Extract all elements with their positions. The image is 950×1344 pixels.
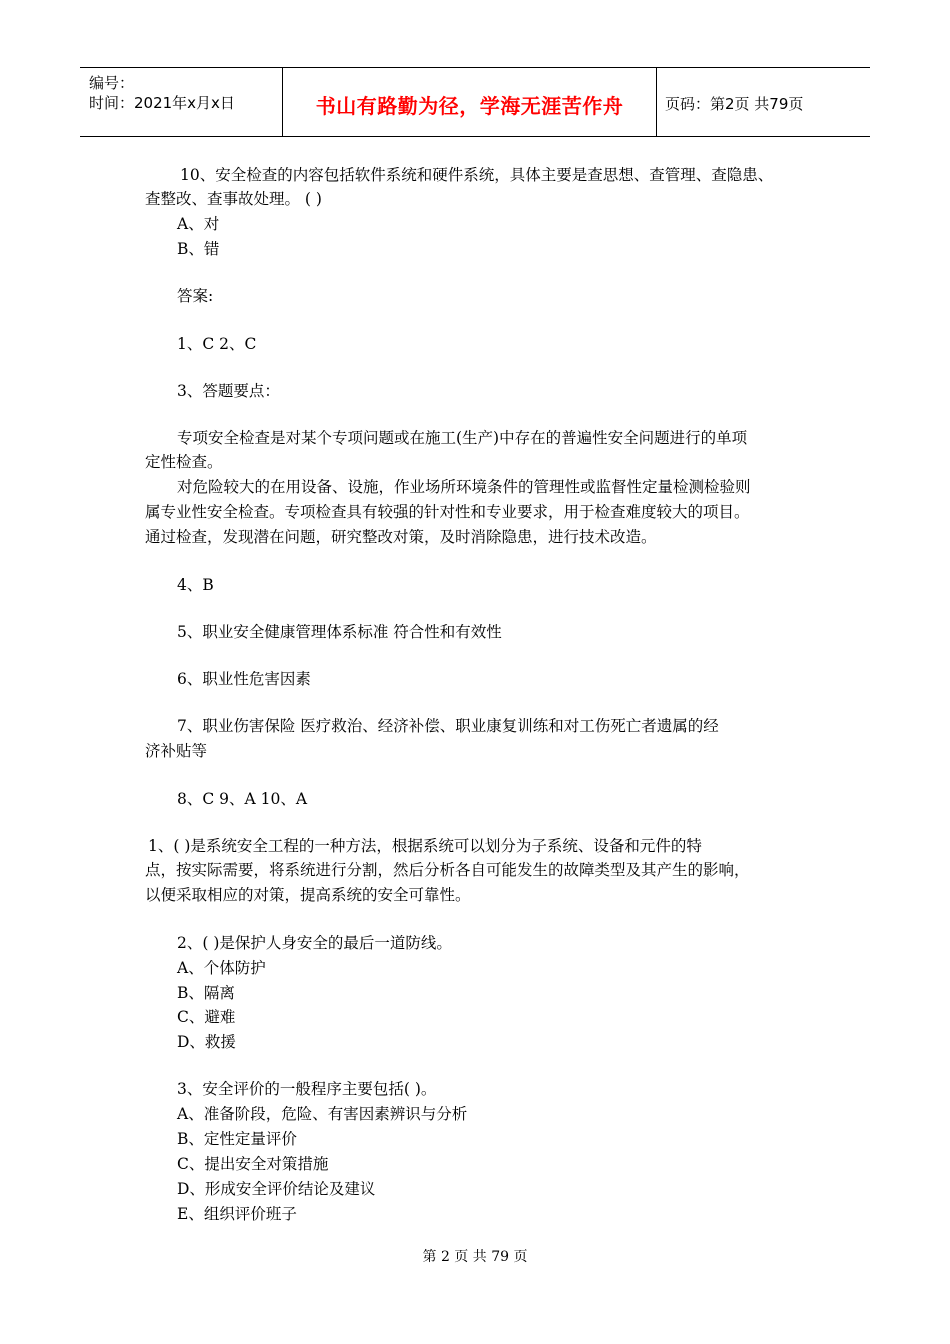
text-line: 以便采取相应的对策，提高系统的安全可靠性。 [145, 886, 471, 904]
text-line: C、避难 [177, 1008, 236, 1026]
text-line: B、隔离 [177, 984, 235, 1002]
text-line: 10、安全检查的内容包括软件系统和硬件系统，具体主要是查思想、查管理、查隐患、 [180, 166, 774, 184]
text-line: 8、C 9、A 10、A [177, 790, 308, 808]
document-number-label: 编号： [89, 74, 135, 92]
text-line: E、组织评价班子 [177, 1205, 297, 1223]
text-line: D、形成安全评价结论及建议 [177, 1180, 376, 1198]
text-line: 答案: [177, 287, 214, 305]
text-line: 点，按实际需要，将系统进行分割，然后分析各自可能发生的故障类型及其产生的影响， [145, 861, 750, 879]
text-line: B、错 [177, 240, 220, 258]
text-line: 属专业性安全检查。专项检查具有较强的针对性和专业要求，用于检查难度较大的项目。 [145, 503, 750, 521]
text-line: 定性检查。 [145, 453, 223, 471]
text-line: 1、( )是系统安全工程的一种方法，根据系统可以划分为子系统、设备和元件的特 [148, 837, 702, 855]
header-meta-cell [80, 68, 282, 136]
document-date-label: 时间：2021年x月x日 [89, 94, 235, 112]
text-line: 通过检查，发现潜在问题，研究整改对策，及时消除隐患，进行技术改造。 [145, 528, 657, 546]
header-motto: 书山有路勤为径，学海无涯苦作舟 [315, 94, 624, 118]
header-page-cell [656, 68, 870, 136]
text-line: 2、( )是保护人身安全的最后一道防线。 [177, 934, 452, 952]
text-line: B、定性定量评价 [177, 1130, 297, 1148]
header-motto-cell [282, 68, 657, 136]
text-line: 4、B [177, 576, 214, 594]
page-footer: 第 2 页 共 79 页 [422, 1249, 528, 1265]
text-line: 3、答题要点： [177, 382, 280, 400]
text-line: 查整改、查事故处理。 ( ) [145, 190, 322, 208]
text-line: 3、安全评价的一般程序主要包括( )。 [177, 1080, 437, 1098]
text-line: 济补贴等 [145, 742, 208, 760]
text-line: A、对 [177, 215, 220, 233]
text-line: C、提出安全对策措施 [177, 1155, 329, 1173]
text-line: 7、职业伤害保险 医疗救治、经济补偿、职业康复训练和对工伤死亡者遗属的经 [177, 717, 719, 735]
page-header [80, 67, 870, 137]
text-line: D、救援 [177, 1033, 236, 1051]
text-line: 1、C 2、C [177, 335, 257, 353]
text-line: 6、职业性危害因素 [177, 670, 311, 688]
text-line: A、准备阶段，危险、有害因素辨识与分析 [177, 1105, 468, 1123]
text-line: 专项安全检查是对某个专项问题或在施工(生产)中存在的普遍性安全问题进行的单项 [177, 429, 748, 447]
text-line: 5、职业安全健康管理体系标准 符合性和有效性 [177, 623, 502, 641]
text-line: 对危险较大的在用设备、设施，作业场所环境条件的管理性或监督性定量检测检验则 [177, 478, 751, 496]
header-page-number: 页码：第2页 共79页 [665, 95, 804, 113]
text-line: A、个体防护 [177, 959, 266, 977]
